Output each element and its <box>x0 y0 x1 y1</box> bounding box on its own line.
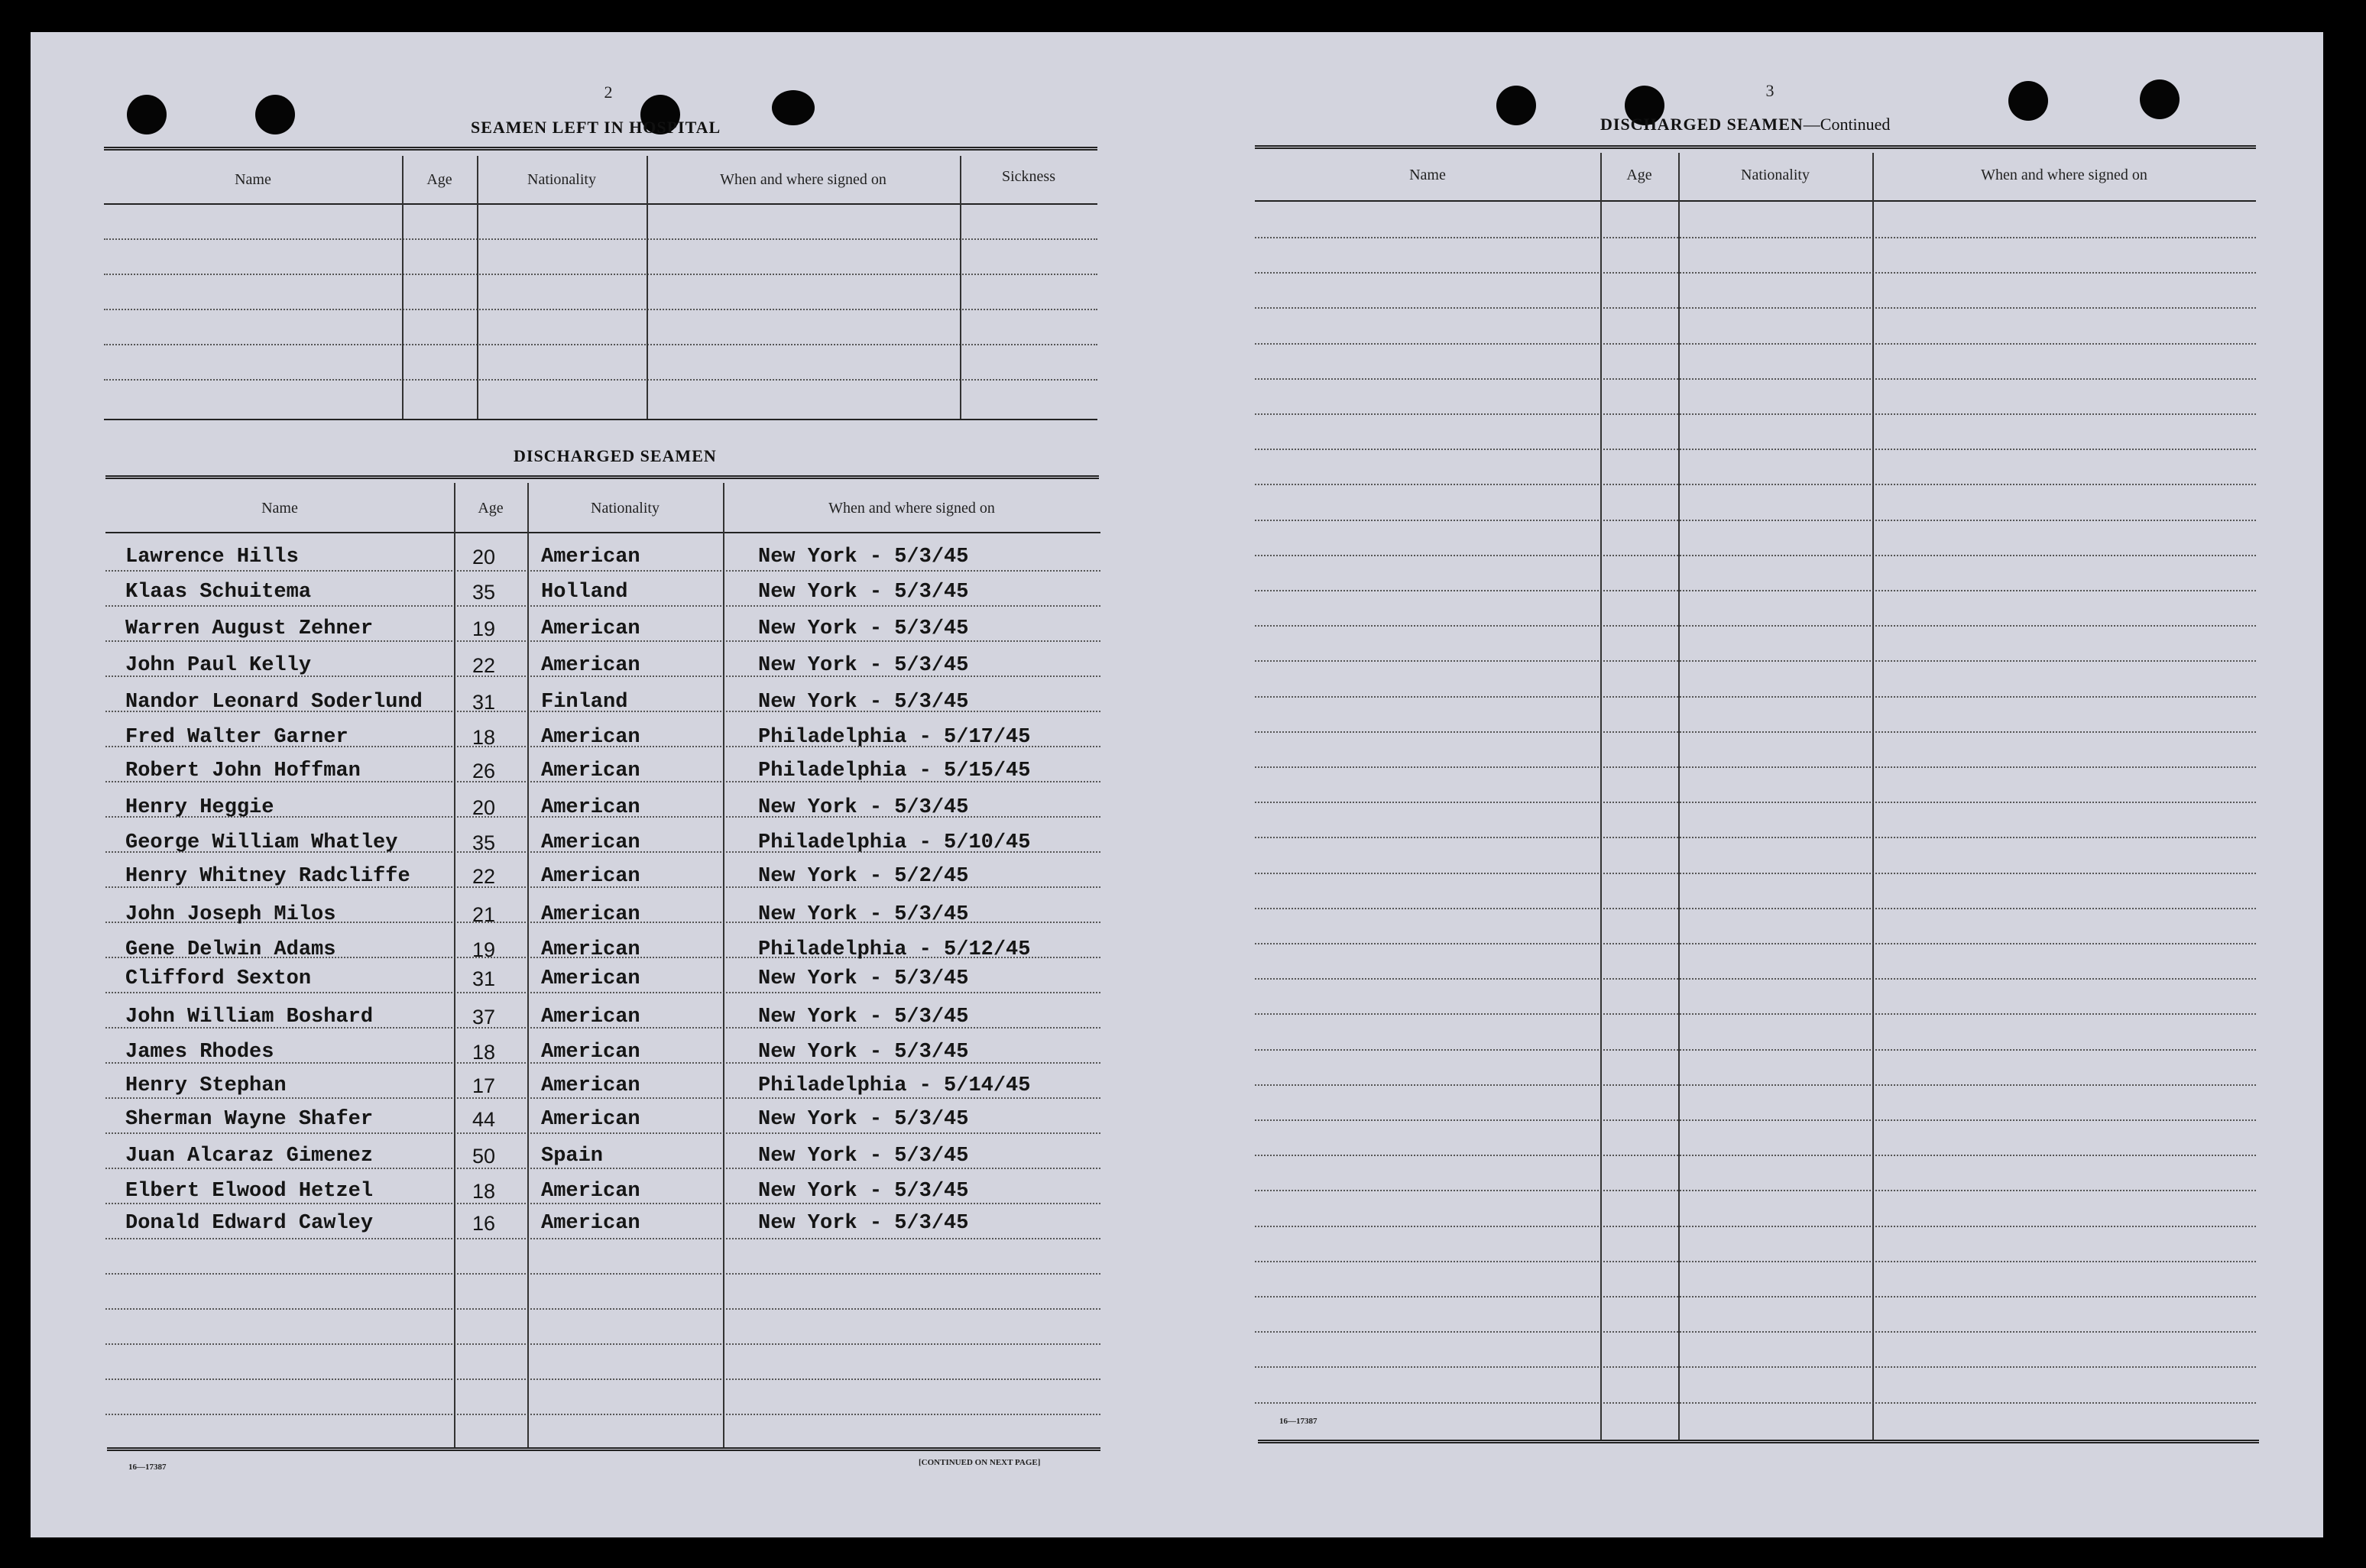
right-ruling-line <box>1255 1084 2256 1086</box>
name-cell: Elbert Elwood Hetzel <box>125 1180 374 1203</box>
age-cell: 20 <box>472 796 496 819</box>
signed-on-cell: Philadelphia - 5/14/45 <box>758 1074 1031 1097</box>
discharged-col-signed-on: When and where signed on <box>828 500 995 517</box>
right-table-top-rule <box>1255 145 2256 149</box>
name-cell: Henry Heggie <box>125 796 274 819</box>
right-ruling-line <box>1255 520 2256 521</box>
nationality-cell: Finland <box>541 691 628 714</box>
hospital-ruling-line <box>104 274 1097 275</box>
age-cell: 18 <box>472 726 496 749</box>
nationality-cell: American <box>541 938 640 961</box>
age-cell: 44 <box>472 1108 496 1131</box>
discharged-continued-title-suffix: —Continued <box>1803 115 1891 134</box>
age-cell: 50 <box>472 1145 496 1168</box>
discharged-ruling-line <box>105 1168 1100 1169</box>
name-cell: Henry Stephan <box>125 1074 287 1097</box>
age-cell: 37 <box>472 1006 496 1029</box>
name-cell: John William Boshard <box>125 1006 374 1029</box>
hospital-col-nationality: Nationality <box>527 171 596 188</box>
discharged-section-title: DISCHARGED SEAMEN <box>514 446 717 465</box>
nationality-cell: American <box>541 1108 640 1131</box>
signed-on-cell: New York - 5/3/45 <box>758 967 969 990</box>
right-col-divider <box>1600 153 1602 1441</box>
right-ruling-line <box>1255 802 2256 803</box>
nationality-cell: Spain <box>541 1145 604 1168</box>
age-cell: 20 <box>472 546 496 569</box>
punch-hole <box>1496 86 1536 125</box>
right-ruling-line <box>1255 1296 2256 1297</box>
discharged-header-rule <box>105 532 1100 533</box>
signed-on-cell: New York - 5/3/45 <box>758 691 969 714</box>
nationality-cell: Holland <box>541 581 628 604</box>
nationality-cell: American <box>541 1041 640 1064</box>
right-col-divider <box>1872 153 1874 1441</box>
right-header-rule <box>1255 200 2256 202</box>
discharged-col-age: Age <box>478 500 504 517</box>
name-cell: Lawrence Hills <box>125 546 299 569</box>
signed-on-cell: Philadelphia - 5/10/45 <box>758 831 1031 854</box>
right-col-divider <box>1678 153 1680 1441</box>
discharged-col-divider <box>527 483 529 1449</box>
right-ruling-line <box>1255 484 2256 485</box>
discharged-ruling-line <box>105 640 1100 642</box>
right-ruling-line <box>1255 625 2256 627</box>
hospital-table-bottom-rule <box>104 419 1097 420</box>
discharged-ruling-line <box>105 1308 1100 1310</box>
right-ruling-line <box>1255 660 2256 662</box>
name-cell: George William Whatley <box>125 831 398 854</box>
name-cell: Klaas Schuitema <box>125 581 312 604</box>
hospital-col-divider <box>402 156 404 419</box>
discharged-ruling-line <box>105 605 1100 607</box>
age-cell: 31 <box>472 967 496 990</box>
signed-on-cell: New York - 5/3/45 <box>758 1041 969 1064</box>
right-ruling-line <box>1255 590 2256 591</box>
name-cell: Warren August Zehner <box>125 617 374 640</box>
hospital-col-divider <box>960 156 961 419</box>
right-ruling-line <box>1255 1402 2256 1404</box>
right-ruling-line <box>1255 1013 2256 1015</box>
age-cell: 17 <box>472 1074 496 1097</box>
age-cell: 26 <box>472 760 496 782</box>
nationality-cell: American <box>541 654 640 677</box>
nationality-cell: American <box>541 967 640 990</box>
right-ruling-line <box>1255 1226 2256 1227</box>
discharged-ruling-line <box>105 1343 1100 1345</box>
right-table-bottom-rule <box>1258 1440 2259 1443</box>
nationality-cell: American <box>541 796 640 819</box>
discharged-ruling-line <box>105 1238 1100 1239</box>
continued-note: [CONTINUED ON NEXT PAGE] <box>919 1458 1041 1467</box>
right-ruling-line <box>1255 272 2256 274</box>
right-col-name: Name <box>1409 167 1446 183</box>
right-ruling-line <box>1255 1155 2256 1156</box>
nationality-cell: American <box>541 617 640 640</box>
nationality-cell: American <box>541 726 640 749</box>
age-cell: 35 <box>472 831 496 854</box>
nationality-cell: American <box>541 1006 640 1029</box>
signed-on-cell: New York - 5/2/45 <box>758 865 969 888</box>
right-ruling-line <box>1255 449 2256 450</box>
signed-on-cell: New York - 5/3/45 <box>758 1180 969 1203</box>
discharged-ruling-line <box>105 1273 1100 1275</box>
name-cell: Juan Alcaraz Gimenez <box>125 1145 374 1168</box>
name-cell: Fred Walter Garner <box>125 726 348 749</box>
name-cell: Nandor Leonard Soderlund <box>125 691 423 714</box>
age-cell: 35 <box>472 581 496 604</box>
discharged-col-nationality: Nationality <box>591 500 660 517</box>
age-cell: 18 <box>472 1041 496 1064</box>
right-ruling-line <box>1255 1366 2256 1368</box>
punch-hole <box>2008 81 2048 121</box>
signed-on-cell: New York - 5/3/45 <box>758 581 969 604</box>
right-ruling-line <box>1255 413 2256 415</box>
hospital-col-name: Name <box>235 171 271 188</box>
nationality-cell: American <box>541 865 640 888</box>
hospital-col-divider <box>477 156 478 419</box>
name-cell: John Paul Kelly <box>125 654 312 677</box>
signed-on-cell: New York - 5/3/45 <box>758 654 969 677</box>
hospital-col-signed-on: When and where signed on <box>720 171 886 188</box>
nationality-cell: American <box>541 546 640 569</box>
right-ruling-line <box>1255 837 2256 838</box>
signed-on-cell: New York - 5/3/45 <box>758 617 969 640</box>
right-ruling-line <box>1255 307 2256 309</box>
signed-on-cell: New York - 5/3/45 <box>758 1108 969 1131</box>
discharged-table-bottom-rule <box>107 1447 1100 1451</box>
hospital-ruling-line <box>104 238 1097 240</box>
right-ruling-line <box>1255 943 2256 944</box>
nationality-cell: American <box>541 903 640 926</box>
nationality-cell: American <box>541 1212 640 1235</box>
age-cell: 16 <box>472 1212 496 1235</box>
form-number: 16—17387 <box>128 1463 167 1472</box>
discharged-ruling-line <box>105 1378 1100 1380</box>
age-cell: 22 <box>472 865 496 888</box>
age-cell: 19 <box>472 617 496 640</box>
discharged-table-top-rule <box>105 475 1099 479</box>
right-col-age: Age <box>1626 167 1652 183</box>
right-ruling-line <box>1255 696 2256 698</box>
right-ruling-line <box>1255 1049 2256 1051</box>
name-cell: Clifford Sexton <box>125 967 312 990</box>
right-ruling-line <box>1255 1190 2256 1191</box>
document-sheet <box>31 32 2323 1537</box>
hospital-table-top-rule <box>104 147 1097 151</box>
nationality-cell: American <box>541 1074 640 1097</box>
hospital-ruling-line <box>104 379 1097 381</box>
punch-hole <box>772 90 815 125</box>
right-ruling-line <box>1255 237 2256 238</box>
punch-hole <box>2140 79 2180 119</box>
nationality-cell: American <box>541 1180 640 1203</box>
name-cell: Gene Delwin Adams <box>125 938 336 961</box>
name-cell: Henry Whitney Radcliffe <box>125 865 410 888</box>
punch-hole <box>127 95 167 134</box>
discharged-ruling-line <box>105 570 1100 572</box>
right-ruling-line <box>1255 731 2256 733</box>
form-number: 16—17387 <box>1279 1417 1318 1426</box>
age-cell: 18 <box>472 1180 496 1203</box>
signed-on-cell: Philadelphia - 5/12/45 <box>758 938 1031 961</box>
right-ruling-line <box>1255 378 2256 380</box>
discharged-ruling-line <box>105 1414 1100 1415</box>
discharged-col-name: Name <box>261 500 298 517</box>
discharged-col-divider <box>723 483 724 1449</box>
discharged-col-divider <box>454 483 455 1449</box>
hospital-col-divider <box>647 156 648 419</box>
signed-on-cell: New York - 5/3/45 <box>758 903 969 926</box>
signed-on-cell: New York - 5/3/45 <box>758 1006 969 1029</box>
right-ruling-line <box>1255 555 2256 556</box>
right-ruling-line <box>1255 1119 2256 1121</box>
nationality-cell: American <box>541 760 640 782</box>
signed-on-cell: New York - 5/3/45 <box>758 796 969 819</box>
hospital-section-title: SEAMEN LEFT IN HOSPITAL <box>471 118 721 137</box>
right-ruling-line <box>1255 873 2256 874</box>
right-ruling-line <box>1255 1331 2256 1333</box>
page-number: 3 <box>1765 81 1774 100</box>
name-cell: Robert John Hoffman <box>125 760 361 782</box>
hospital-col-sickness: Sickness <box>1002 168 1055 185</box>
hospital-ruling-line <box>104 344 1097 345</box>
signed-on-cell: Philadelphia - 5/17/45 <box>758 726 1031 749</box>
discharged-ruling-line <box>105 1097 1100 1099</box>
right-ruling-line <box>1255 766 2256 768</box>
hospital-ruling-line <box>104 309 1097 310</box>
right-ruling-line <box>1255 908 2256 909</box>
right-ruling-line <box>1255 978 2256 980</box>
signed-on-cell: Philadelphia - 5/15/45 <box>758 760 1031 782</box>
age-cell: 19 <box>472 938 496 961</box>
name-cell: John Joseph Milos <box>125 903 336 926</box>
name-cell: James Rhodes <box>125 1041 274 1064</box>
hospital-col-age: Age <box>426 171 452 188</box>
right-ruling-line <box>1255 343 2256 345</box>
name-cell: Donald Edward Cawley <box>125 1212 374 1235</box>
signed-on-cell: New York - 5/3/45 <box>758 1145 969 1168</box>
signed-on-cell: New York - 5/3/45 <box>758 1212 969 1235</box>
right-col-signed-on: When and where signed on <box>1981 167 2147 183</box>
discharged-ruling-line <box>105 1132 1100 1134</box>
hospital-header-rule <box>104 203 1097 205</box>
discharged-ruling-line <box>105 1203 1100 1204</box>
discharged-continued-title-main: DISCHARGED SEAMEN <box>1600 115 1804 134</box>
right-col-nationality: Nationality <box>1741 167 1810 183</box>
right-ruling-line <box>1255 1261 2256 1262</box>
discharged-continued-title <box>1600 115 1890 134</box>
name-cell: Sherman Wayne Shafer <box>125 1108 374 1131</box>
age-cell: 22 <box>472 654 496 677</box>
signed-on-cell: New York - 5/3/45 <box>758 546 969 569</box>
age-cell: 21 <box>472 903 496 926</box>
nationality-cell: American <box>541 831 640 854</box>
age-cell: 31 <box>472 691 496 714</box>
page-number: 2 <box>604 83 613 102</box>
discharged-ruling-line <box>105 992 1100 993</box>
punch-hole <box>255 95 295 134</box>
